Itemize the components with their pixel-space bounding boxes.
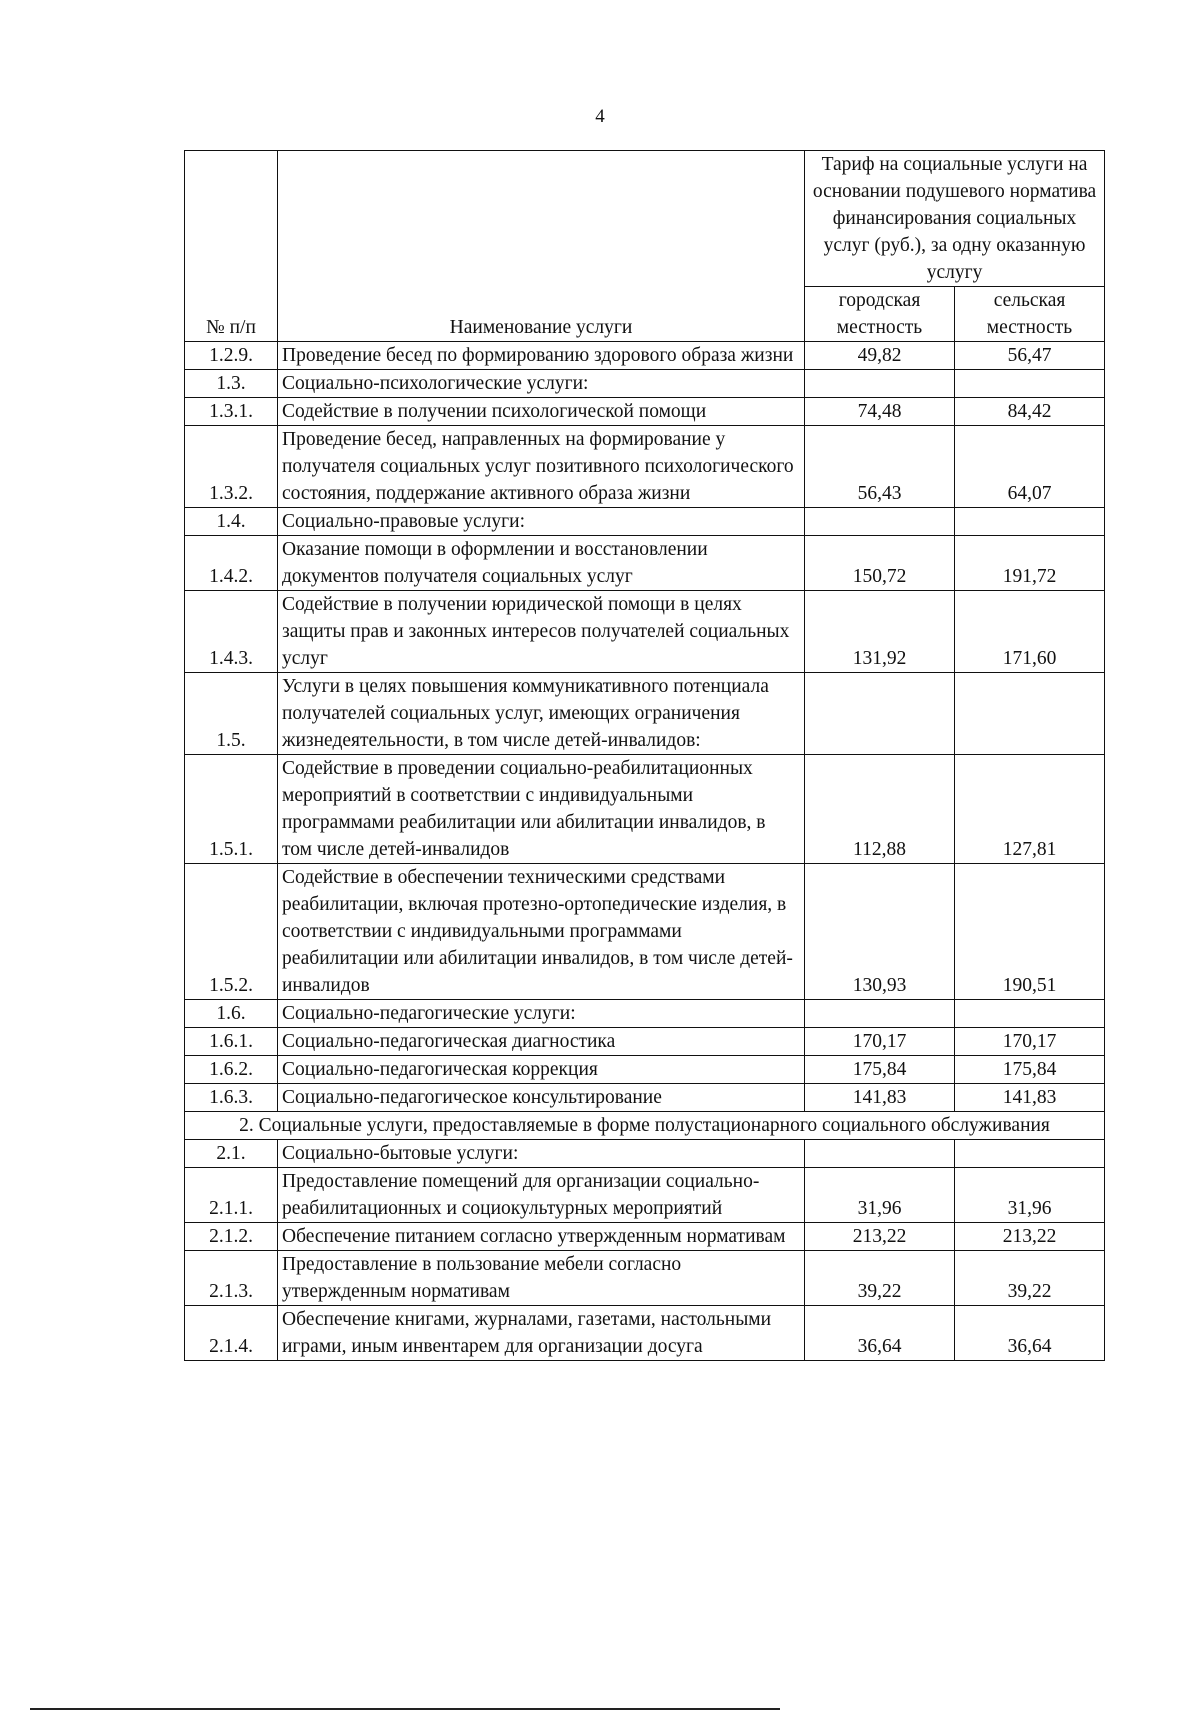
table-row bbox=[185, 1084, 1105, 1112]
table-row bbox=[185, 1223, 1105, 1251]
row-number: 2.1.2. bbox=[185, 1223, 278, 1251]
urban-tariff bbox=[805, 1140, 955, 1168]
row-number: 2.1.4. bbox=[185, 1306, 278, 1361]
table-body-section-2-title bbox=[185, 1112, 1105, 1140]
header-num: № п/п bbox=[185, 151, 278, 342]
table-body-section-1 bbox=[185, 342, 1105, 1112]
service-name: Услуги в целях повышения коммуникативного потенциала получателей социальных услуг, имеющих ограничения жизнедеятельности, в том числе детей-инвалидов: bbox=[278, 673, 805, 755]
rural-tariff: 213,22 bbox=[955, 1223, 1105, 1251]
rural-tariff: 175,84 bbox=[955, 1056, 1105, 1084]
service-name: Социально-бытовые услуги: bbox=[278, 1140, 805, 1168]
urban-tariff: 213,22 bbox=[805, 1223, 955, 1251]
table-row bbox=[185, 755, 1105, 864]
rural-tariff: 171,60 bbox=[955, 591, 1105, 673]
section-2-title: 2. Социальные услуги, предоставляемые в форме полустационарного социального обслуживания bbox=[185, 1112, 1105, 1140]
section-row bbox=[185, 1112, 1105, 1140]
rural-tariff: 36,64 bbox=[955, 1306, 1105, 1361]
service-name: Оказание помощи в оформлении и восстановлении документов получателя социальных услуг bbox=[278, 536, 805, 591]
rural-tariff: 64,07 bbox=[955, 426, 1105, 508]
service-name: Проведение бесед по формированию здорового образа жизни bbox=[278, 342, 805, 370]
header-tariff: Тариф на социальные услуги на основании подушевого норматива финансирования социальных услуг (руб.), за одну оказанную услугу bbox=[805, 151, 1105, 287]
row-number: 1.5. bbox=[185, 673, 278, 755]
service-name: Предоставление в пользование мебели согласно утвержденным нормативам bbox=[278, 1251, 805, 1306]
row-number: 1.3.1. bbox=[185, 398, 278, 426]
table-row bbox=[185, 536, 1105, 591]
header-row bbox=[185, 151, 1105, 287]
table-row bbox=[185, 591, 1105, 673]
urban-tariff bbox=[805, 370, 955, 398]
table-row bbox=[185, 342, 1105, 370]
urban-tariff: 31,96 bbox=[805, 1168, 955, 1223]
rural-tariff bbox=[955, 1140, 1105, 1168]
urban-tariff: 170,17 bbox=[805, 1028, 955, 1056]
rural-tariff: 127,81 bbox=[955, 755, 1105, 864]
urban-tariff bbox=[805, 508, 955, 536]
row-number: 1.6.3. bbox=[185, 1084, 278, 1112]
row-number: 2.1.1. bbox=[185, 1168, 278, 1223]
rural-tariff: 170,17 bbox=[955, 1028, 1105, 1056]
rural-tariff bbox=[955, 370, 1105, 398]
rural-tariff: 191,72 bbox=[955, 536, 1105, 591]
footer-divider bbox=[30, 1708, 780, 1710]
service-name: Предоставление помещений для организации социально-реабилитационных и социокультурных мероприятий bbox=[278, 1168, 805, 1223]
service-name: Проведение бесед, направленных на формирование у получателя социальных услуг позитивного психологического состояния, поддержание активного образа жизни bbox=[278, 426, 805, 508]
service-name: Социально-педагогическое консультирование bbox=[278, 1084, 805, 1112]
urban-tariff: 130,93 bbox=[805, 864, 955, 1000]
table-row bbox=[185, 673, 1105, 755]
row-number: 1.6.1. bbox=[185, 1028, 278, 1056]
row-number: 1.6.2. bbox=[185, 1056, 278, 1084]
urban-tariff: 175,84 bbox=[805, 1056, 955, 1084]
table-row bbox=[185, 1000, 1105, 1028]
table-row bbox=[185, 508, 1105, 536]
urban-tariff: 131,92 bbox=[805, 591, 955, 673]
service-name: Социально-правовые услуги: bbox=[278, 508, 805, 536]
table-row bbox=[185, 864, 1105, 1000]
page-number: 4 bbox=[595, 106, 605, 127]
table-row bbox=[185, 1056, 1105, 1084]
row-number: 2.1.3. bbox=[185, 1251, 278, 1306]
table-body-section-2 bbox=[185, 1140, 1105, 1361]
table-row bbox=[185, 398, 1105, 426]
urban-tariff: 74,48 bbox=[805, 398, 955, 426]
row-number: 1.3. bbox=[185, 370, 278, 398]
row-number: 1.6. bbox=[185, 1000, 278, 1028]
rural-tariff: 31,96 bbox=[955, 1168, 1105, 1223]
rural-tariff: 84,42 bbox=[955, 398, 1105, 426]
row-number: 1.2.9. bbox=[185, 342, 278, 370]
table-row bbox=[185, 370, 1105, 398]
header-rural: сельская местность bbox=[955, 287, 1105, 342]
row-number: 1.5.1. bbox=[185, 755, 278, 864]
urban-tariff: 141,83 bbox=[805, 1084, 955, 1112]
service-name: Содействие в обеспечении техническими средствами реабилитации, включая протезно-ортопедические изделия, в соответствии с индивидуальными программами реабилитации или абилитации инвалидов, в том числе детей-инвалидов bbox=[278, 864, 805, 1000]
urban-tariff: 112,88 bbox=[805, 755, 955, 864]
rural-tariff bbox=[955, 1000, 1105, 1028]
row-number: 1.5.2. bbox=[185, 864, 278, 1000]
service-name: Социально-педагогическая диагностика bbox=[278, 1028, 805, 1056]
table-row bbox=[185, 426, 1105, 508]
urban-tariff: 49,82 bbox=[805, 342, 955, 370]
urban-tariff: 150,72 bbox=[805, 536, 955, 591]
table-row bbox=[185, 1168, 1105, 1223]
service-name: Социально-педагогические услуги: bbox=[278, 1000, 805, 1028]
row-number: 1.4. bbox=[185, 508, 278, 536]
urban-tariff bbox=[805, 1000, 955, 1028]
table-row bbox=[185, 1028, 1105, 1056]
service-name: Социально-педагогическая коррекция bbox=[278, 1056, 805, 1084]
tariff-table bbox=[184, 150, 1105, 1361]
service-name: Содействие в получении психологической помощи bbox=[278, 398, 805, 426]
service-name: Содействие в получении юридической помощи в целях защиты прав и законных интересов получателей социальных услуг bbox=[278, 591, 805, 673]
rural-tariff: 190,51 bbox=[955, 864, 1105, 1000]
rural-tariff: 141,83 bbox=[955, 1084, 1105, 1112]
service-name: Обеспечение питанием согласно утвержденным нормативам bbox=[278, 1223, 805, 1251]
service-name: Социально-психологические услуги: bbox=[278, 370, 805, 398]
header-name: Наименование услуги bbox=[278, 151, 805, 342]
rural-tariff bbox=[955, 508, 1105, 536]
urban-tariff: 36,64 bbox=[805, 1306, 955, 1361]
header-urban: городская местность bbox=[805, 287, 955, 342]
row-number: 1.4.3. bbox=[185, 591, 278, 673]
rural-tariff: 39,22 bbox=[955, 1251, 1105, 1306]
rural-tariff: 56,47 bbox=[955, 342, 1105, 370]
rural-tariff bbox=[955, 673, 1105, 755]
urban-tariff: 56,43 bbox=[805, 426, 955, 508]
table-row bbox=[185, 1140, 1105, 1168]
row-number: 2.1. bbox=[185, 1140, 278, 1168]
service-name: Обеспечение книгами, журналами, газетами, настольными играми, иным инвентарем для организации досуга bbox=[278, 1306, 805, 1361]
table-row bbox=[185, 1306, 1105, 1361]
urban-tariff bbox=[805, 673, 955, 755]
table-row bbox=[185, 1251, 1105, 1306]
urban-tariff: 39,22 bbox=[805, 1251, 955, 1306]
row-number: 1.3.2. bbox=[185, 426, 278, 508]
service-name: Содействие в проведении социально-реабилитационных мероприятий в соответствии с индивидуальными программами реабилитации или абилитации инвалидов, в том числе детей-инвалидов bbox=[278, 755, 805, 864]
row-number: 1.4.2. bbox=[185, 536, 278, 591]
